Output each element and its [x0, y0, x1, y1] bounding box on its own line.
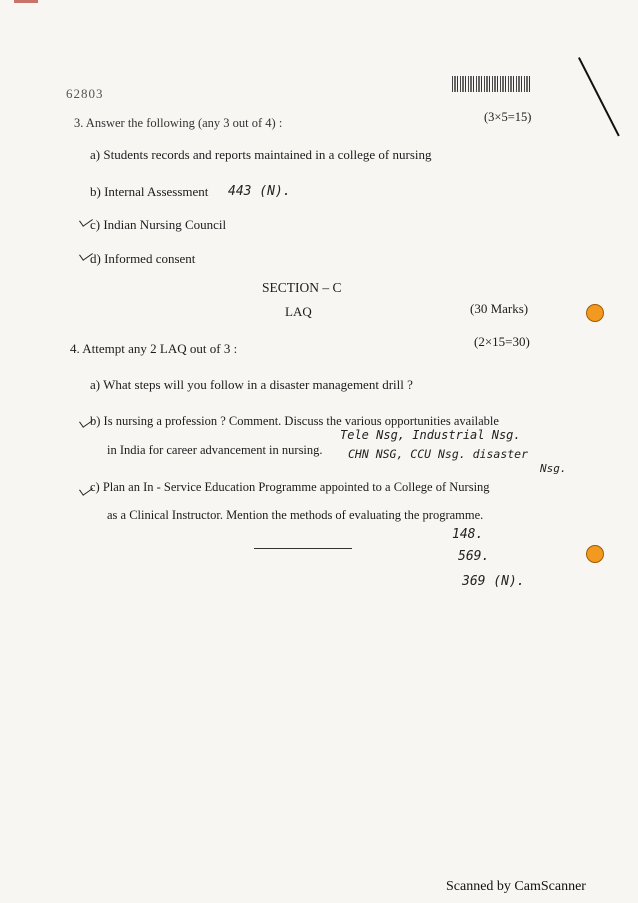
- section-subtitle: LAQ: [285, 304, 312, 319]
- q3-item-c: c) Indian Nursing Council: [90, 217, 227, 232]
- paper-code: 62803: [66, 86, 104, 101]
- q4-marks: (2×15=30): [474, 334, 530, 349]
- q4-a: a) What steps will you follow in a disaster management drill ?: [90, 377, 413, 392]
- q3-item-d: d) Informed consent: [90, 251, 196, 266]
- section-title: SECTION – C: [262, 280, 342, 295]
- q3-marks: (3×5=15): [484, 110, 532, 124]
- handwritten-note-b: 443 (N).: [228, 184, 291, 199]
- handwritten-note-chn: CHN NSG, CCU Nsg. disaster: [348, 447, 529, 461]
- handwritten-number-2: 569.: [458, 549, 490, 564]
- top-edge-mark: [14, 0, 38, 3]
- q3-item-a: a) Students records and reports maintained in a college of nursing: [90, 147, 432, 162]
- scanner-footer: Scanned by CamScanner: [446, 879, 586, 894]
- orange-dot-icon: [586, 304, 604, 322]
- q4-b-line1: b) Is nursing a profession ? Comment. Discuss the various opportunities available: [90, 414, 499, 428]
- section-marks: (30 Marks): [470, 301, 529, 316]
- q4-b-line2: in India for career advancement in nursing.: [107, 443, 323, 457]
- handwritten-note-nsg: Nsg.: [540, 462, 567, 475]
- q4-c-line1: c) Plan an In - Service Education Programme appointed to a College of Nursing: [90, 480, 490, 494]
- q3-item-b: b) Internal Assessment: [90, 184, 209, 199]
- end-rule: [254, 548, 352, 549]
- q3-title: 3. Answer the following (any 3 out of 4) :: [74, 116, 283, 130]
- q4-title: 4. Attempt any 2 LAQ out of 3 :: [70, 341, 238, 356]
- q4-c-line2: as a Clinical Instructor. Mention the methods of evaluating the programme.: [107, 508, 484, 522]
- page-edge-line: [578, 57, 620, 136]
- handwritten-note-tele: Tele Nsg, Industrial Nsg.: [340, 428, 521, 442]
- barcode-icon: [452, 76, 532, 92]
- handwritten-number-3: 369 (N).: [462, 574, 525, 589]
- handwritten-number-1: 148.: [452, 527, 484, 542]
- orange-dot-icon: [586, 545, 604, 563]
